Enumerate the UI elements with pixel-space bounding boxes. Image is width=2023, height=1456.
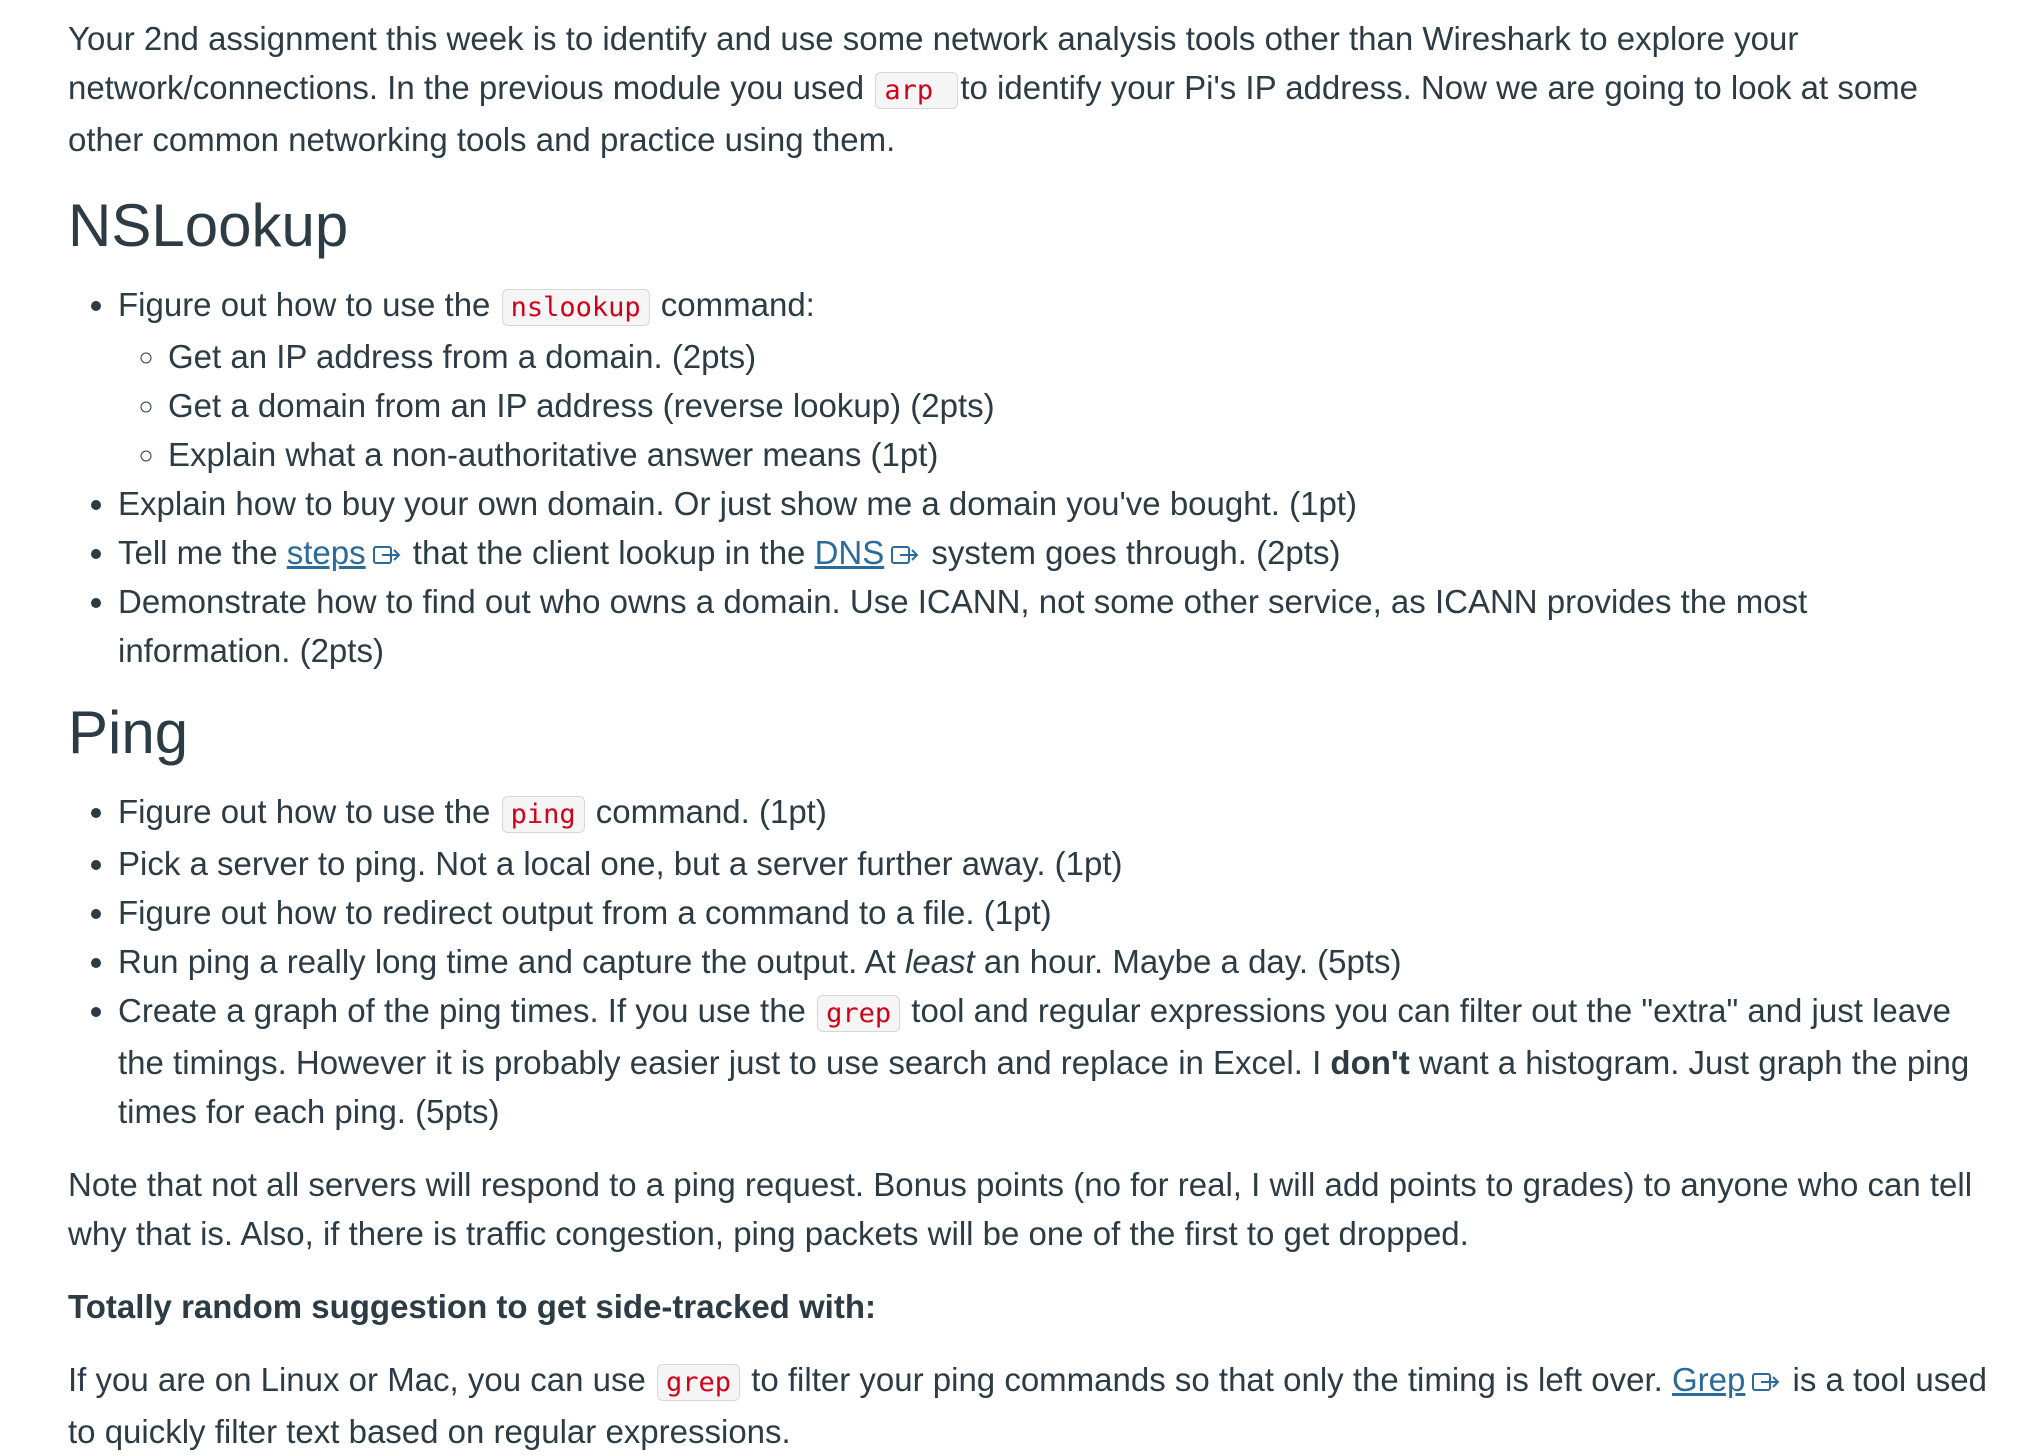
nslookup-heading: NSLookup bbox=[68, 192, 349, 259]
ping-item4-text2: an hour. Maybe a day. (5pts) bbox=[974, 943, 1402, 980]
grep-para-text2: to filter your ping commands so that only the timing is left over. bbox=[742, 1361, 1672, 1398]
list-item bbox=[118, 280, 1988, 479]
ping-item5-text: Create a graph of the ping times. If you use the bbox=[118, 992, 816, 1029]
assignment-content bbox=[68, 14, 1988, 1456]
list-item bbox=[118, 528, 1988, 577]
intro-text-1: Your 2nd assignment this week is to identify and use some network analysis tools other than Wireshark to explore your network/connections. In the previous module you used bbox=[68, 20, 1799, 106]
nslookup-list bbox=[68, 280, 1988, 675]
list-item bbox=[118, 986, 1988, 1136]
intro-paragraph bbox=[68, 14, 1988, 164]
ping-item1-text2: command. (1pt) bbox=[586, 793, 827, 830]
grep-paragraph bbox=[68, 1355, 1988, 1456]
grep-code: grep bbox=[817, 995, 900, 1032]
nslookup-item3-text: Tell me the bbox=[118, 534, 287, 571]
grep-para-text3: is a tool used to quickly filter text based on regular expressions. bbox=[68, 1361, 1987, 1450]
external-link-icon[interactable] bbox=[372, 542, 402, 568]
list-item bbox=[118, 937, 1988, 986]
external-link-icon[interactable] bbox=[890, 542, 920, 568]
nslookup-item1-text2: command: bbox=[651, 286, 815, 323]
nslookup-item1-text: Figure out how to use the bbox=[118, 286, 500, 323]
nslookup-item3-text3: system goes through. (2pts) bbox=[922, 534, 1341, 571]
list-item: • Figure out how to redirect output from a command to a file. (1pt) bbox=[118, 888, 1988, 937]
ping-heading: Ping bbox=[68, 699, 189, 766]
list-item bbox=[118, 787, 1988, 839]
note-paragraph: Note that not all servers will respond to a ping request. Bonus points (no for real, I will add points to grades) to anyone who can tell why that is. Also, if there is traffic congestion, ping packets will be one of the first to get dropped. bbox=[68, 1166, 1973, 1252]
ping-item1-text: Figure out how to use the bbox=[118, 793, 500, 830]
dns-link[interactable]: DNS bbox=[814, 534, 885, 571]
ping-item4-text: Run ping a really long time and capture the output. At bbox=[118, 943, 906, 980]
list-item: • Explain how to buy your own domain. Or just show me a domain you've bought. (1pt) bbox=[118, 479, 1988, 528]
ping-code: ping bbox=[502, 796, 585, 833]
nslookup-item3-text2: that the client lookup in the bbox=[403, 534, 815, 571]
nslookup-code: nslookup bbox=[502, 289, 650, 326]
list-item: • Pick a server to ping. Not a local one, but a server further away. (1pt) bbox=[118, 839, 1988, 888]
grep-link[interactable]: Grep bbox=[1671, 1361, 1746, 1398]
sub-list-item: ◦ Get an IP address from a domain. (2pts) bbox=[168, 332, 1988, 381]
arp-code: arp bbox=[875, 72, 958, 109]
random-suggestion-heading: Totally random suggestion to get side-tracked with: bbox=[68, 1288, 876, 1325]
ping-item4-emphasis: least bbox=[905, 943, 975, 980]
nslookup-sub-list bbox=[118, 332, 1988, 479]
ping-item5-text2: tool and regular expressions you can filter out the "extra" and just leave the timings. However it is probably easier just to use search and replace in Excel. I bbox=[118, 992, 1951, 1081]
ping-item5-bold: don't bbox=[1330, 1044, 1410, 1081]
intro-text-2: to identify your Pi's IP address. Now we are going to look at some other common networking tools and practice using them. bbox=[68, 69, 1919, 158]
ping-list bbox=[68, 787, 1988, 1136]
grep-code-2: grep bbox=[657, 1364, 740, 1401]
external-link-icon[interactable] bbox=[1751, 1369, 1781, 1395]
steps-link[interactable]: steps bbox=[286, 534, 366, 571]
ping-item5-text3: want a histogram. Just graph the ping times for each ping. (5pts) bbox=[118, 1044, 1970, 1130]
grep-para-text: If you are on Linux or Mac, you can use bbox=[68, 1361, 655, 1398]
sub-list-item: ◦ Explain what a non-authoritative answer means (1pt) bbox=[168, 430, 1988, 479]
list-item: • Demonstrate how to find out who owns a domain. Use ICANN, not some other service, as ICANN provides the most information. (2pts) bbox=[118, 577, 1988, 675]
sub-list-item: ◦ Get a domain from an IP address (reverse lookup) (2pts) bbox=[168, 381, 1988, 430]
